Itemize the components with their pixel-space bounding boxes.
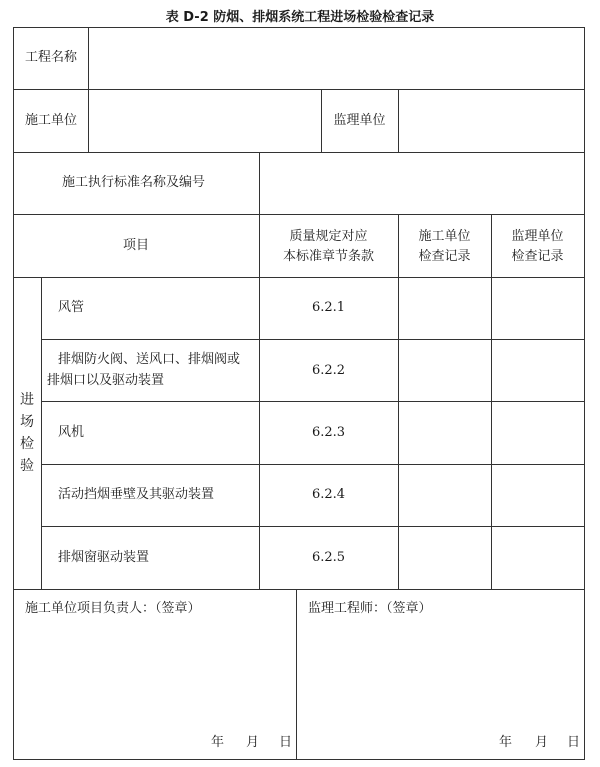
row-1-clause: 6.2.1 <box>311 300 346 315</box>
border-bottom <box>13 759 585 760</box>
construction-unit-label: 施工单位 <box>25 113 78 128</box>
row-3-clause: 6.2.3 <box>311 425 346 440</box>
col-line <box>296 589 297 760</box>
row-3-item: 风机 <box>58 425 85 440</box>
form-title: 表 D-2 防烟、排烟系统工程进场检验检查记录 <box>165 10 435 25</box>
project-name-label: 工程名称 <box>25 50 78 65</box>
row-line <box>13 89 585 90</box>
right-date-year: 年 <box>499 735 513 750</box>
row-5-item: 排烟窗驱动装置 <box>58 550 150 565</box>
row-4-item: 活动挡烟垂壁及其驱动装置 <box>58 487 215 502</box>
row-line <box>13 277 585 278</box>
row-line <box>41 526 585 527</box>
col-line <box>398 214 399 589</box>
row-2-item-line2: 排烟口以及驱动装置 <box>47 373 165 388</box>
header-super-line1: 监理单位 <box>511 229 564 244</box>
header-clause-line1: 质量规定对应 <box>289 229 368 244</box>
header-constr-line1: 施工单位 <box>418 229 471 244</box>
left-signature-label: 施工单位项目负责人：（签章） <box>25 601 201 616</box>
header-clause-line2: 本标准章节条款 <box>282 249 374 264</box>
row-2-clause: 6.2.2 <box>311 363 346 378</box>
border-left <box>13 27 14 760</box>
header-super-line2: 检查记录 <box>511 249 564 264</box>
right-date-day: 日 <box>567 735 581 750</box>
row-line <box>13 152 585 153</box>
left-date-month: 月 <box>246 735 260 750</box>
row-line <box>41 339 585 340</box>
border-right <box>584 27 585 760</box>
row-line <box>41 464 585 465</box>
left-date-day: 日 <box>279 735 293 750</box>
standard-label: 施工执行标准名称及编号 <box>62 175 206 190</box>
col-line <box>491 214 492 589</box>
border-top <box>13 27 585 28</box>
row-5-clause: 6.2.5 <box>311 550 346 565</box>
row-2-item-line1: 排烟防火阀、送风口、排烟阀或 <box>58 352 241 367</box>
row-1-item: 风管 <box>58 300 85 315</box>
row-line <box>13 214 585 215</box>
col-line <box>41 277 42 589</box>
category-label: 进场检验 <box>20 392 34 474</box>
header-item: 项目 <box>122 238 149 253</box>
col-line <box>398 89 399 152</box>
header-constr-line2: 检查记录 <box>418 249 471 264</box>
supervision-unit-label: 监理单位 <box>333 113 386 128</box>
right-date-month: 月 <box>535 735 549 750</box>
row-line <box>41 401 585 402</box>
right-signature-label: 监理工程师：（签章） <box>308 601 432 616</box>
row-4-clause: 6.2.4 <box>311 487 346 502</box>
row-line <box>13 589 585 590</box>
col-line <box>88 27 89 152</box>
left-date-year: 年 <box>211 735 225 750</box>
